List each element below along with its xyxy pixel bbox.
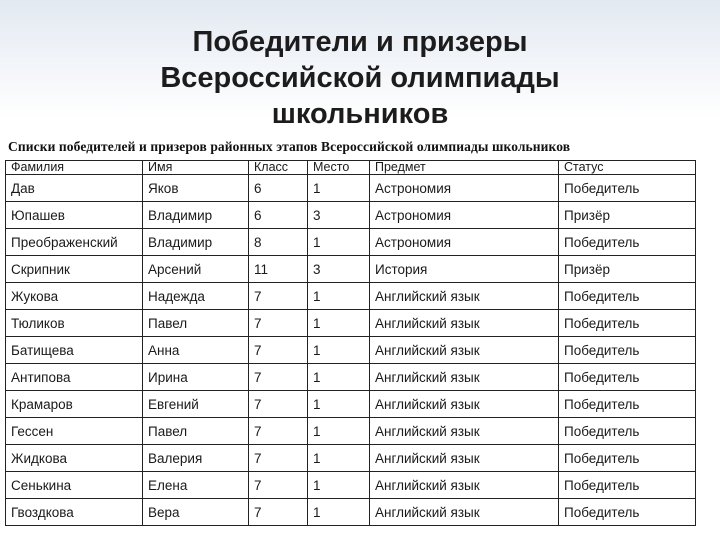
- cell-surname: Дав: [6, 175, 143, 202]
- cell-status: Победитель: [559, 175, 696, 202]
- cell-surname: Юпашев: [6, 202, 143, 229]
- cell-grade: 8: [249, 229, 308, 256]
- title-line-3: школьников: [271, 98, 449, 130]
- cell-name: Павел: [143, 418, 249, 445]
- cell-name: Арсений: [143, 256, 249, 283]
- cell-place: 1: [308, 283, 370, 310]
- cell-grade: 7: [249, 499, 308, 526]
- cell-grade: 7: [249, 337, 308, 364]
- cell-surname: Сенькина: [6, 472, 143, 499]
- title-line-1: Победители и призеры: [192, 26, 528, 58]
- table-row: [6, 283, 696, 310]
- cell-subject: Английский язык: [370, 472, 559, 499]
- cell-name: Яков: [143, 175, 249, 202]
- cell-grade: 7: [249, 391, 308, 418]
- cell-subject: Астрономия: [370, 229, 559, 256]
- table-row: [6, 418, 696, 445]
- cell-surname: Батищева: [6, 337, 143, 364]
- cell-place: 1: [308, 364, 370, 391]
- header-row: [6, 161, 696, 175]
- cell-subject: Астрономия: [370, 202, 559, 229]
- cell-subject: Астрономия: [370, 175, 559, 202]
- cell-name: Вера: [143, 499, 249, 526]
- cell-name: Владимир: [143, 202, 249, 229]
- table-row: [6, 202, 696, 229]
- cell-status: Победитель: [559, 418, 696, 445]
- table-row: [6, 364, 696, 391]
- cell-status: Победитель: [559, 472, 696, 499]
- cell-subject: История: [370, 256, 559, 283]
- cell-name: Павел: [143, 310, 249, 337]
- cell-place: 1: [308, 175, 370, 202]
- cell-status: Победитель: [559, 445, 696, 472]
- cell-grade: 11: [249, 256, 308, 283]
- cell-grade: 7: [249, 418, 308, 445]
- cell-subject: Английский язык: [370, 445, 559, 472]
- cell-surname: Жидкова: [6, 445, 143, 472]
- cell-surname: Скрипник: [6, 256, 143, 283]
- cell-name: Елена: [143, 472, 249, 499]
- cell-place: 1: [308, 337, 370, 364]
- cell-place: 1: [308, 391, 370, 418]
- cell-place: 1: [308, 499, 370, 526]
- cell-place: 1: [308, 445, 370, 472]
- cell-surname: Гвоздкова: [6, 499, 143, 526]
- cell-surname: Антипова: [6, 364, 143, 391]
- table-row: [6, 472, 696, 499]
- cell-name: Ирина: [143, 364, 249, 391]
- cell-grade: 6: [249, 175, 308, 202]
- cell-grade: 7: [249, 364, 308, 391]
- title-line-2: Всероссийской олимпиады: [160, 62, 560, 94]
- cell-name: Евгений: [143, 391, 249, 418]
- cell-status: Призёр: [559, 256, 696, 283]
- cell-place: 1: [308, 310, 370, 337]
- table-row: [6, 310, 696, 337]
- cell-surname: Крамаров: [6, 391, 143, 418]
- slide-title: [0, 24, 720, 132]
- cell-name: Надежда: [143, 283, 249, 310]
- cell-status: Победитель: [559, 499, 696, 526]
- cell-place: 1: [308, 229, 370, 256]
- table-row: [6, 229, 696, 256]
- cell-surname: Преображенский: [6, 229, 143, 256]
- header-subject: Предмет: [370, 161, 559, 175]
- cell-status: Победитель: [559, 391, 696, 418]
- table-row: [6, 499, 696, 526]
- cell-status: Победитель: [559, 283, 696, 310]
- cell-subject: Английский язык: [370, 391, 559, 418]
- cell-place: 1: [308, 418, 370, 445]
- cell-status: Призёр: [559, 202, 696, 229]
- header-grade: Класс: [249, 161, 308, 175]
- table-caption: Списки победителей и призеров районных этапов Всероссийской олимпиады школьников: [8, 139, 571, 154]
- cell-status: Победитель: [559, 364, 696, 391]
- table-body: [6, 175, 696, 526]
- cell-grade: 7: [249, 310, 308, 337]
- cell-name: Владимир: [143, 229, 249, 256]
- table-row: [6, 256, 696, 283]
- cell-subject: Английский язык: [370, 337, 559, 364]
- header-surname: Фамилия: [6, 161, 143, 175]
- cell-subject: Английский язык: [370, 283, 559, 310]
- cell-place: 3: [308, 256, 370, 283]
- cell-grade: 7: [249, 283, 308, 310]
- cell-name: Анна: [143, 337, 249, 364]
- cell-surname: Тюликов: [6, 310, 143, 337]
- table-row: [6, 337, 696, 364]
- header-place: Место: [308, 161, 370, 175]
- cell-surname: Гессен: [6, 418, 143, 445]
- winners-table: [5, 160, 696, 526]
- cell-name: Валерия: [143, 445, 249, 472]
- table-header: [6, 161, 696, 175]
- cell-status: Победитель: [559, 337, 696, 364]
- cell-subject: Английский язык: [370, 310, 559, 337]
- cell-status: Победитель: [559, 229, 696, 256]
- cell-grade: 7: [249, 445, 308, 472]
- cell-place: 3: [308, 202, 370, 229]
- table-row: [6, 445, 696, 472]
- cell-subject: Английский язык: [370, 364, 559, 391]
- cell-status: Победитель: [559, 310, 696, 337]
- cell-place: 1: [308, 472, 370, 499]
- cell-grade: 7: [249, 472, 308, 499]
- table-row: [6, 175, 696, 202]
- cell-grade: 6: [249, 202, 308, 229]
- header-name: Имя: [143, 161, 249, 175]
- cell-surname: Жукова: [6, 283, 143, 310]
- header-status: Статус: [559, 161, 696, 175]
- table-row: [6, 391, 696, 418]
- cell-subject: Английский язык: [370, 499, 559, 526]
- cell-subject: Английский язык: [370, 418, 559, 445]
